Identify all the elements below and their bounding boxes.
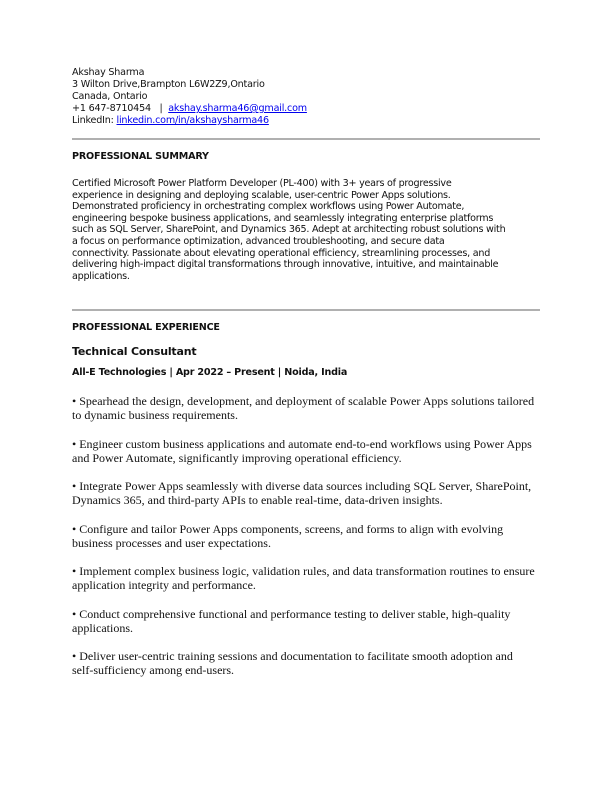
bullet-line: business processes and user expectations. — [72, 535, 271, 550]
phone: +1 647-8710454 — [72, 103, 151, 114]
summary-line: experience in designing and deploying scalable, user-centric Power Apps solutions. — [72, 189, 451, 201]
bullet-item — [72, 522, 535, 550]
bullet-line: applications. — [72, 620, 133, 635]
bullet-line: • Spearhead the design, development, and deployment of scalable Power Apps solutions tailored — [72, 394, 535, 408]
bullet-line: • Deliver user-centric training sessions and documentation to facilitate smooth adoption and — [72, 649, 513, 663]
summary-line: such as SQL Server, SharePoint, and Dynamics 365. Adept at architecting robust solutions with — [72, 224, 506, 236]
bullet-line: • Engineer custom business applications and automate end-to-end workflows using Power Apps — [72, 436, 532, 451]
bullet-line: Dynamics 365, and third-party APIs to enable real-time, data-driven insights. — [72, 493, 443, 507]
email-link[interactable]: akshay.sharma46@gmail.com — [168, 103, 307, 114]
summary-line: Demonstrated proficiency in orchestrating complex workflows using Power Automate, — [72, 201, 465, 213]
bullet-item — [72, 607, 535, 635]
divider — [72, 138, 540, 140]
experience-bullets — [72, 394, 535, 692]
bullet-line: • Conduct comprehensive functional and performance testing to deliver stable, high-quality — [72, 606, 511, 621]
summary-text — [72, 178, 505, 282]
summary-line: applications. — [72, 270, 130, 282]
summary-line: engineering bespoke business applications, and seamlessly integrating enterprise platforms — [72, 212, 494, 224]
address: 3 Wilton Drive,Brampton L6W2Z9,Ontario — [72, 79, 265, 90]
company-line: All-E Technologies | Apr 2022 – Present | Noida, India — [72, 367, 348, 378]
bullet-item — [72, 649, 535, 677]
candidate-name: Akshay Sharma — [72, 67, 145, 78]
summary-line: delivering high-impact digital transformations through innovative, intuitive, and maintainable — [72, 259, 499, 271]
bullet-item — [72, 394, 535, 422]
linkedin-link[interactable]: linkedin.com/in/akshaysharma46 — [116, 115, 269, 126]
bullet-line: • Configure and tailor Power Apps components, screens, and forms to align with evolving — [72, 521, 504, 536]
bullet-line: • Implement complex business logic, validation rules, and data transformation routines to ensure — [72, 564, 535, 578]
summary-heading: PROFESSIONAL SUMMARY — [72, 151, 209, 162]
bullet-item — [72, 564, 535, 592]
country: Canada, Ontario — [72, 91, 148, 102]
linkedin-label: LinkedIn: — [72, 115, 114, 126]
job-title: Technical Consultant — [72, 345, 197, 358]
bullet-line: application integrity and performance. — [72, 578, 256, 592]
summary-line: connectivity. Passionate about elevating operational efficiency, streamlining processes, and — [72, 247, 491, 259]
bullet-line: and Power Automate, significantly improving operational efficiency. — [72, 450, 402, 465]
separator: | — [159, 103, 163, 114]
summary-line: a focus on performance optimization, advanced troubleshooting, and secure data — [72, 235, 445, 247]
summary-line: Certified Microsoft Power Platform Developer (PL-400) with 3+ years of progressive — [72, 178, 452, 189]
bullet-item — [72, 479, 535, 507]
divider — [72, 309, 540, 311]
bullet-line: to dynamic business requirements. — [72, 408, 238, 422]
bullet-line: self-sufficiency among end-users. — [72, 663, 235, 677]
bullet-item — [72, 437, 535, 465]
experience-heading: PROFESSIONAL EXPERIENCE — [72, 322, 220, 333]
bullet-line: • Integrate Power Apps seamlessly with diverse data sources including SQL Server, SharePoint, — [72, 479, 532, 493]
contact-block — [72, 67, 307, 127]
